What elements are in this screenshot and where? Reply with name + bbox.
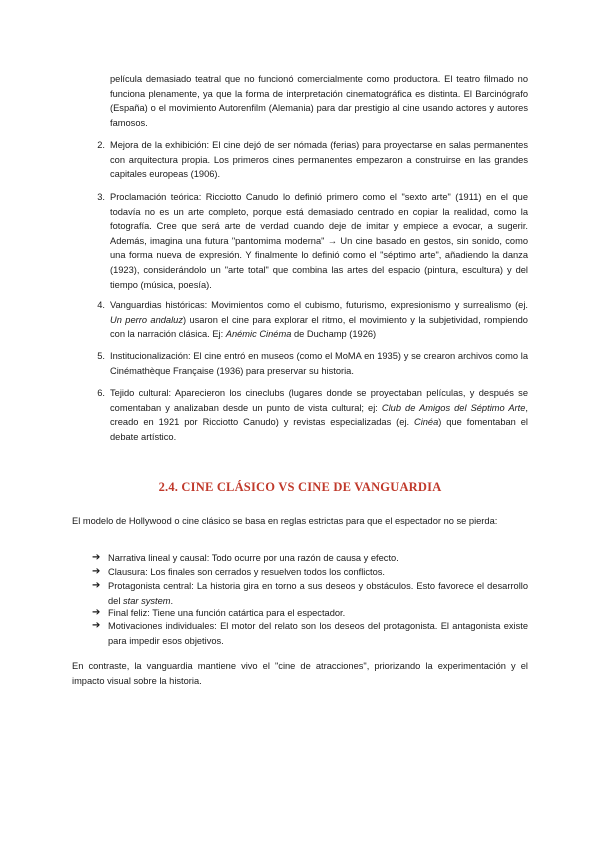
magazine-name: Cinéa xyxy=(413,417,439,428)
item-4-text-c: de Duchamp (1926) xyxy=(291,329,377,340)
bullet-text-a: Protagonista central: La historia gira en torno a sus deseos y obstáculos. Esto favorece el desarrollo del xyxy=(108,581,528,606)
item-4-text xyxy=(110,298,528,342)
item-6-text-a: Tejido cultural: Aparecieron los cineclubs (lugares donde se proyectaban películas, y después se comentaban y analizaban desde un punto de vista cultural; ej: xyxy=(110,388,528,413)
film-title: Anémic Cinéma xyxy=(225,329,292,340)
bullet-text xyxy=(108,579,528,608)
item-3-text: Proclamación teórica: Ricciotto Canudo lo definió primero como el "sexto arte" (1911) en el que todavía no es un arte completo, porque está demasiado centrado en copiar la realidad, como la fotografía. Cree que será arte de verdad cuando deje de imitar y empiece a evocar, a sugerir. Además, imagina una futura "pantomima moderna" → Un cine basado en gestos, sin sonido, como una forma nueva de expresión. Y finalmente lo definió como el "séptimo arte", añadiendo la danza (1923), considerándolo un "arte total" que combina las artes del espacio (pintura, escultura) y del tiempo (música, poesía). xyxy=(110,192,528,290)
section-heading: 2.4. CINE CLÁSICO VS CINE DE VANGUARDIA xyxy=(158,480,442,494)
arrow-icon: ➔ xyxy=(92,607,101,618)
film-title: Un perro andaluz xyxy=(110,314,183,325)
item-number: 3. xyxy=(97,192,105,202)
arrow-icon: ➔ xyxy=(92,620,101,631)
item-6-text-b: , creado en 1921 por Ricciotto Canudo) y revistas especializadas (ej. xyxy=(110,402,529,428)
arrow-icon: ➔ xyxy=(92,580,101,591)
item-number: 4. xyxy=(97,300,105,310)
term-star-system: star system xyxy=(123,595,171,606)
bullet-text-b: . xyxy=(170,595,174,606)
item-6-text xyxy=(110,386,528,444)
bullet-text: Narrativa lineal y causal: Todo ocurre por una razón de causa y efecto. xyxy=(108,553,399,563)
item-number: 6. xyxy=(97,388,105,398)
item-1-continuation: película demasiado teatral que no funcionó comercialmente como productora. El teatro filmado no funciona plenamente, ya que la forma de interpretación cinematográfica es distinta. El Barcinógrafo (España) o el movimiento Autorenfilm (Alemania) para dar prestigio al cine usando actores y autores famosos. xyxy=(110,74,528,128)
arrow-icon: ➔ xyxy=(92,566,101,577)
item-2-text: Mejora de la exhibición: El cine dejó de ser nómada (ferias) para proyectarse en salas permanentes con arquitectura propia. Los primeros cines permanentes empezaron a construirse en las grandes capitales europeas (1906). xyxy=(110,140,528,180)
bullet-text: Motivaciones individuales: El motor del relato son los deseos del protagonista. El antagonista existe para impedir esos objetivos. xyxy=(108,621,528,646)
intro-paragraph: El modelo de Hollywood o cine clásico se basa en reglas estrictas para que el espectador no se pierda: xyxy=(72,516,498,526)
item-number: 5. xyxy=(97,351,105,361)
arrow-icon: ➔ xyxy=(92,552,101,563)
item-number: 2. xyxy=(97,140,105,150)
item-4-text-b: ) usaron el cine para explorar el ritmo, el movimiento y la subjetividad, rompiendo con la narración clásica. Ej: xyxy=(110,314,528,340)
closing-paragraph: En contraste, la vanguardia mantiene vivo el "cine de atracciones", priorizando la experimentación y el impacto visual sobre la historia. xyxy=(72,661,528,686)
bullet-text: Final feliz: Tiene una función catártica para el espectador. xyxy=(108,608,346,618)
club-name: Club de Amigos del Séptimo Arte xyxy=(381,402,526,413)
item-5-text: Institucionalización: El cine entró en museos (como el MoMA en 1935) y se crearon archivos como la Cinémathèque Française (1936) para preservar su historia. xyxy=(110,351,528,376)
item-6-text-c: ) que fomentaban el debate artístico. xyxy=(110,417,528,442)
bullet-text: Clausura: Los finales son cerrados y resuelven todos los conflictos. xyxy=(108,567,385,577)
item-4-text-a: Vanguardias históricas: Movimientos como el cubismo, futurismo, expresionismo y surrealismo (ej. xyxy=(110,300,528,310)
